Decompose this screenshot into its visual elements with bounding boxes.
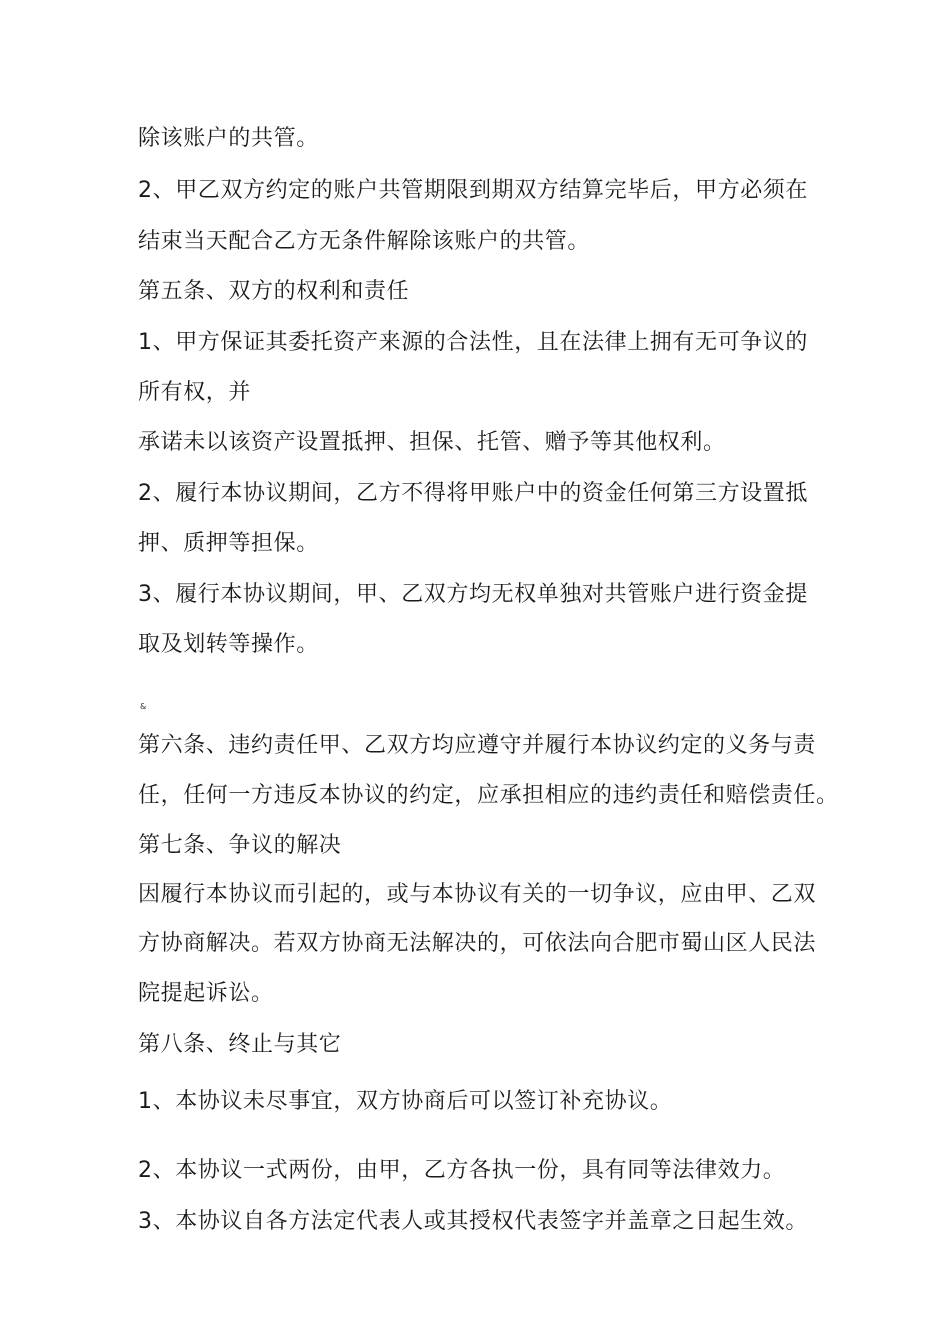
text-line: 院提起诉讼。: [138, 981, 274, 1006]
text-line: 结束当天配合乙方无条件解除该账户的共管。: [138, 229, 591, 254]
text-line: 任，任何一方违反本协议的约定，应承担相应的违约责任和赔偿责任。: [138, 783, 839, 808]
text-line: 因履行本协议而引起的，或与本协议有关的一切争议，应由甲、乙双: [138, 882, 817, 907]
text-line: 1、本协议未尽事宜，双方协商后可以签订补充协议。: [138, 1089, 673, 1114]
text-line: 所有权，并: [138, 380, 252, 405]
small-mark: &: [140, 702, 147, 711]
section-heading: 第七条、争议的解决: [138, 833, 342, 858]
section-heading: 第五条、双方的权利和责任: [138, 279, 410, 304]
text-line: 2、履行本协议期间，乙方不得将甲账户中的资金任何第三方设置抵: [138, 481, 808, 506]
text-line: 取及划转等操作。: [138, 632, 319, 657]
text-line: 除该账户的共管。: [138, 126, 319, 151]
text-line: 方协商解决。若双方协商无法解决的，可依法向合肥市蜀山区人民法: [138, 931, 817, 956]
text-line: 2、本协议一式两份，由甲，乙方各执一份，具有同等法律效力。: [138, 1158, 786, 1183]
section-heading: 第六条、违约责任甲、乙双方均应遵守并履行本协议约定的义务与责: [138, 733, 817, 758]
text-line: 1、甲方保证其委托资产来源的合法性，且在法律上拥有无可争议的: [138, 330, 808, 355]
section-heading: 第八条、终止与其它: [138, 1032, 342, 1057]
text-line: 押、质押等担保。: [138, 531, 319, 556]
text-line: 2、甲乙双方约定的账户共管期限到期双方结算完毕后，甲方必须在: [138, 178, 808, 203]
text-line: 承诺未以该资产设置抵押、担保、托管、赠予等其他权利。: [138, 430, 726, 455]
text-line: 3、履行本协议期间，甲、乙双方均无权单独对共管账户进行资金提: [138, 582, 808, 607]
text-line: 3、本协议自各方法定代表人或其授权代表签字并盖章之日起生效。: [138, 1209, 808, 1234]
